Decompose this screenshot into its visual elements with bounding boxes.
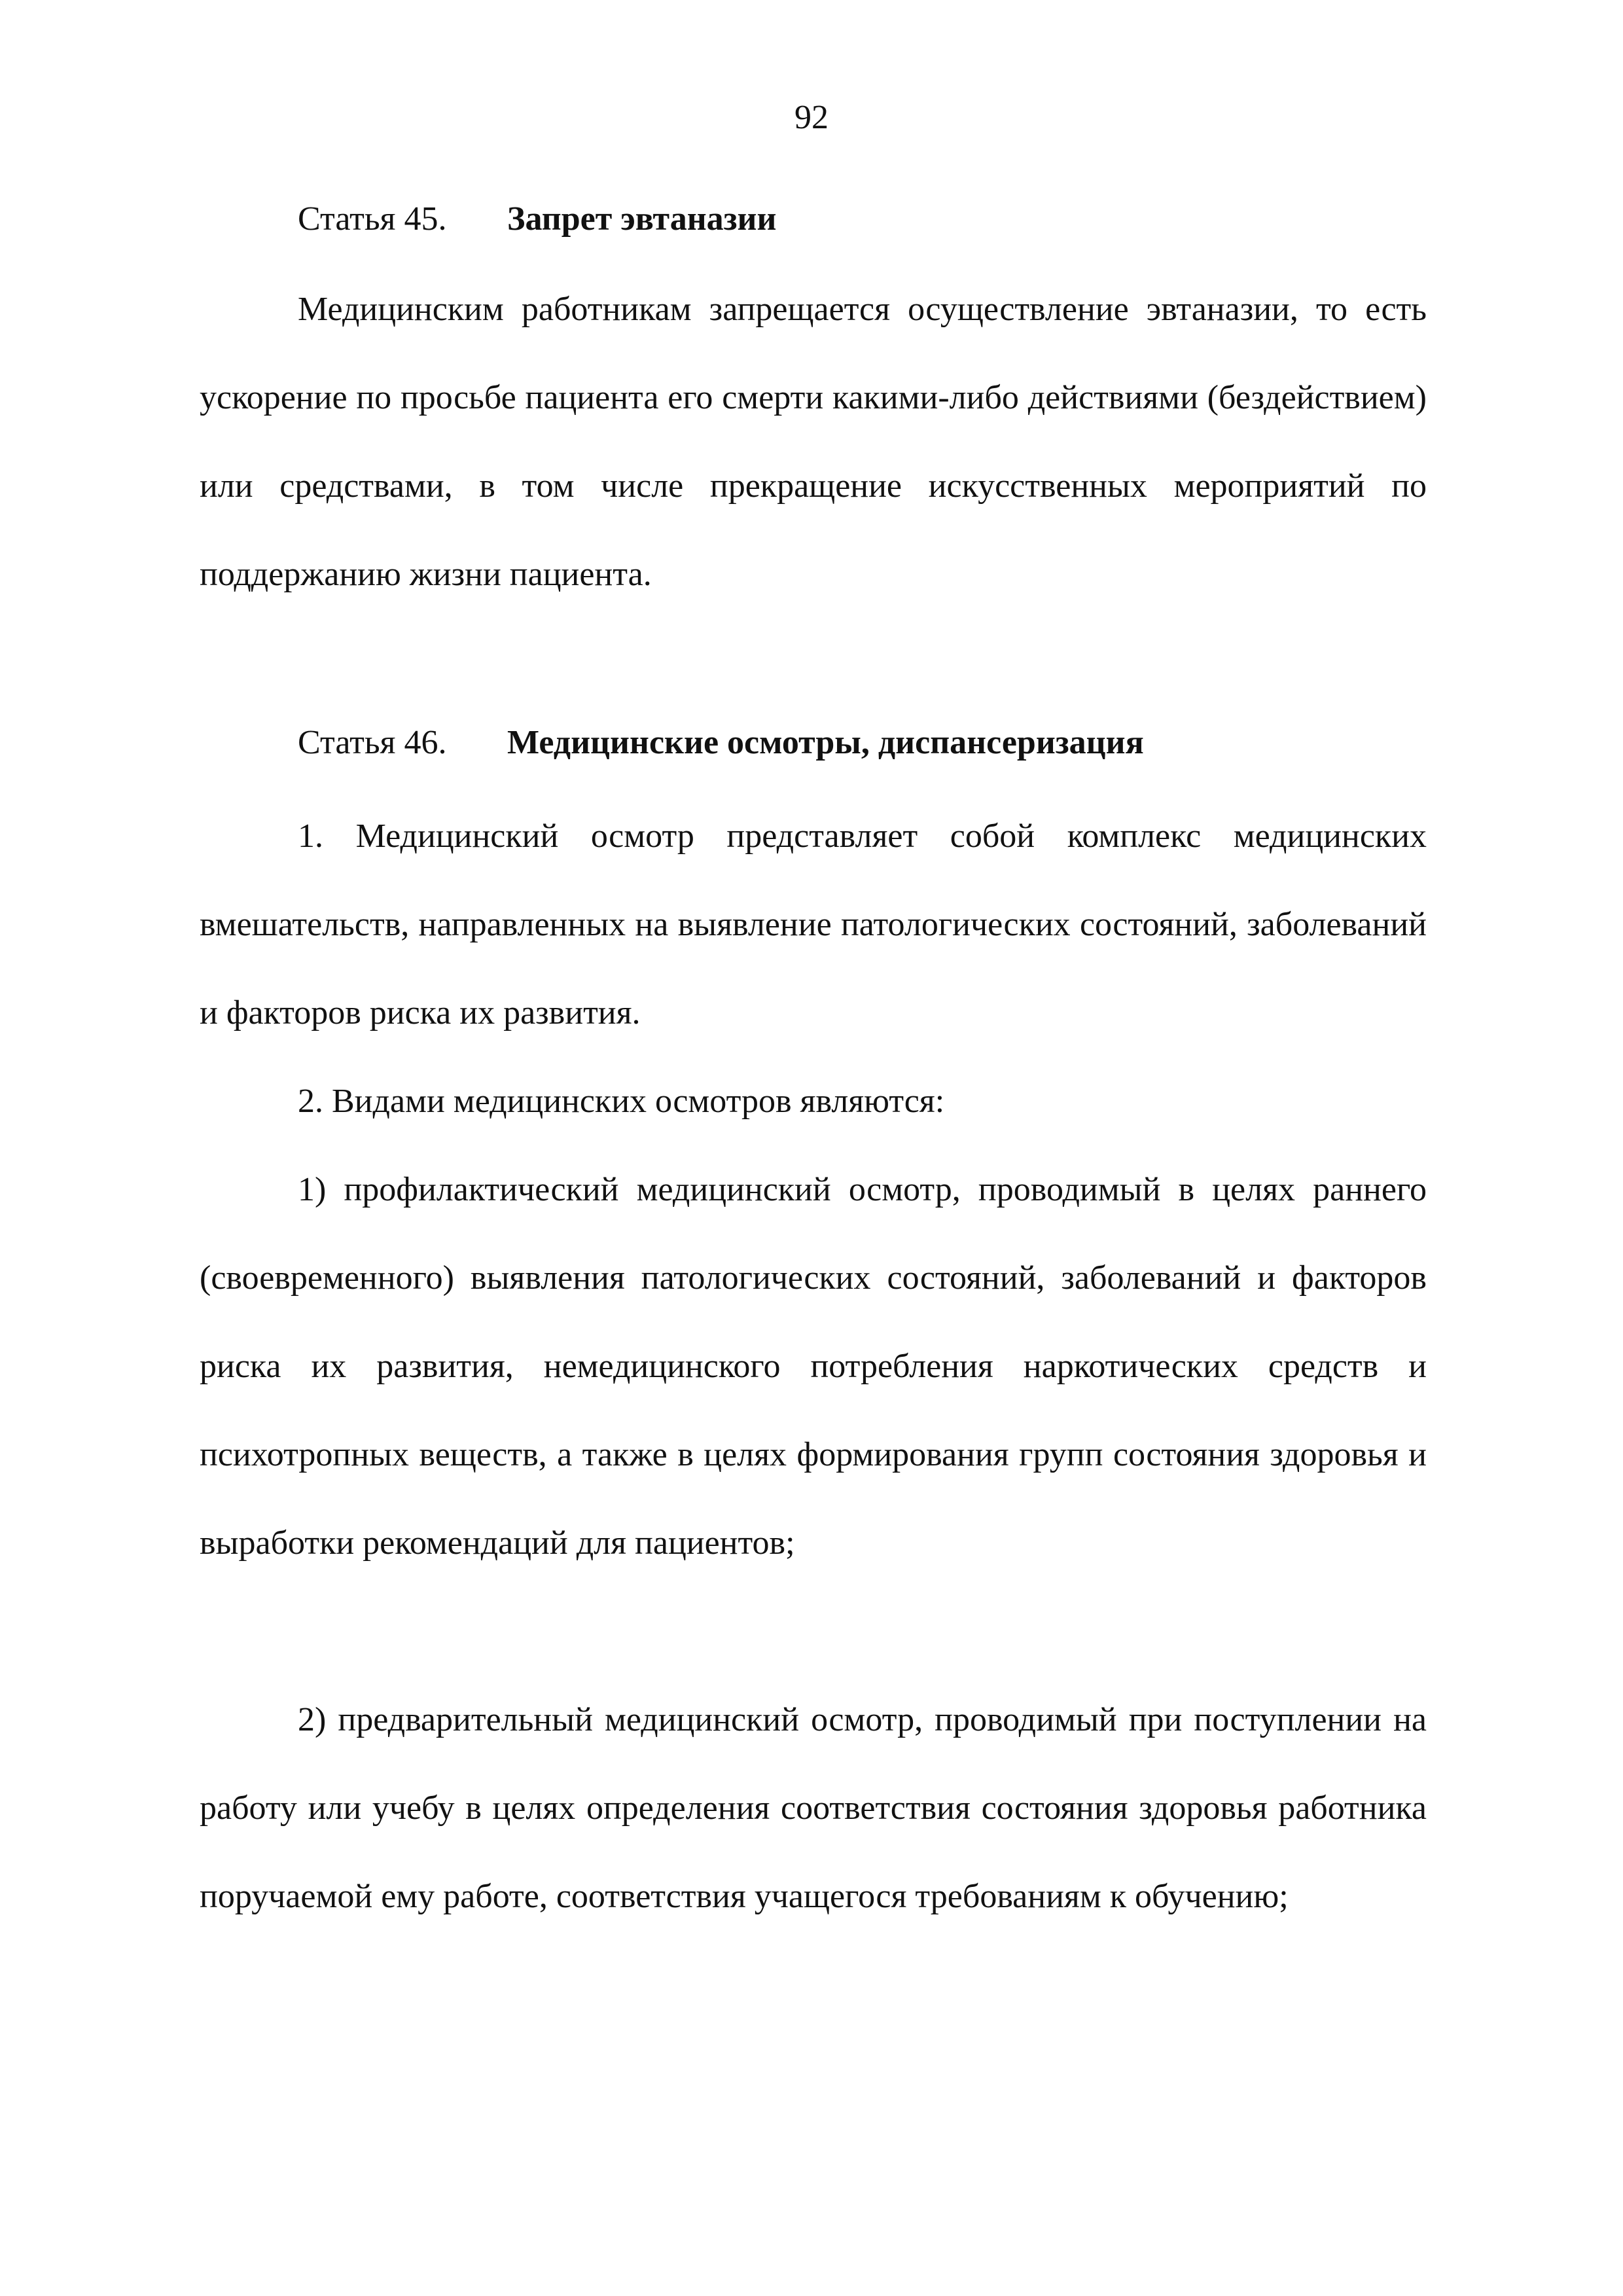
article-46-paragraph-1: 1. Медицинский осмотр представляет собой комплекс медицинских вмешательств, направленных на выявление патологических состояний, заболеваний и факторов риска их развития. (200, 817, 1427, 1031)
article-46-title: Медицинские осмотры, диспансеризация (507, 724, 1144, 761)
article-45-number: Статья 45. (298, 200, 447, 238)
article-46-paragraph-2: 2. Видами медицинских осмотров являются: (298, 1083, 945, 1120)
article-46-number: Статья 46. (298, 724, 447, 761)
article-45-heading (298, 200, 776, 239)
article-46-list-item-1: 1) профилактический медицинский осмотр, проводимый в целях раннего (своевременного) выявления патологических состояний, заболеваний и факторов риска их развития, немедицинского потребления наркотических средств и психотропных веществ, а также в целях формирования групп состояния здоровья и выработки рекомендаций для пациентов; (200, 1171, 1427, 1562)
article-46-list-item-2: 2) предварительный медицинский осмотр, проводимый при поступлении на работу или учебу в целях определения соответствия состояния здоровья работника поручаемой ему работе, соответствия учащегося требованиям к обучению; (200, 1701, 1427, 1915)
article-45-paragraph-1: Медицинским работникам запрещается осуществление эвтаназии, то есть ускорение по просьбе пациента его смерти какими-либо действиями (бездействием) или средствами, в том числе прекращение искусственных мероприятий по поддержанию жизни пациента. (200, 291, 1427, 593)
article-45-title: Запрет эвтаназии (507, 200, 777, 238)
page-number: 92 (794, 99, 829, 136)
article-46-heading (298, 723, 1144, 762)
